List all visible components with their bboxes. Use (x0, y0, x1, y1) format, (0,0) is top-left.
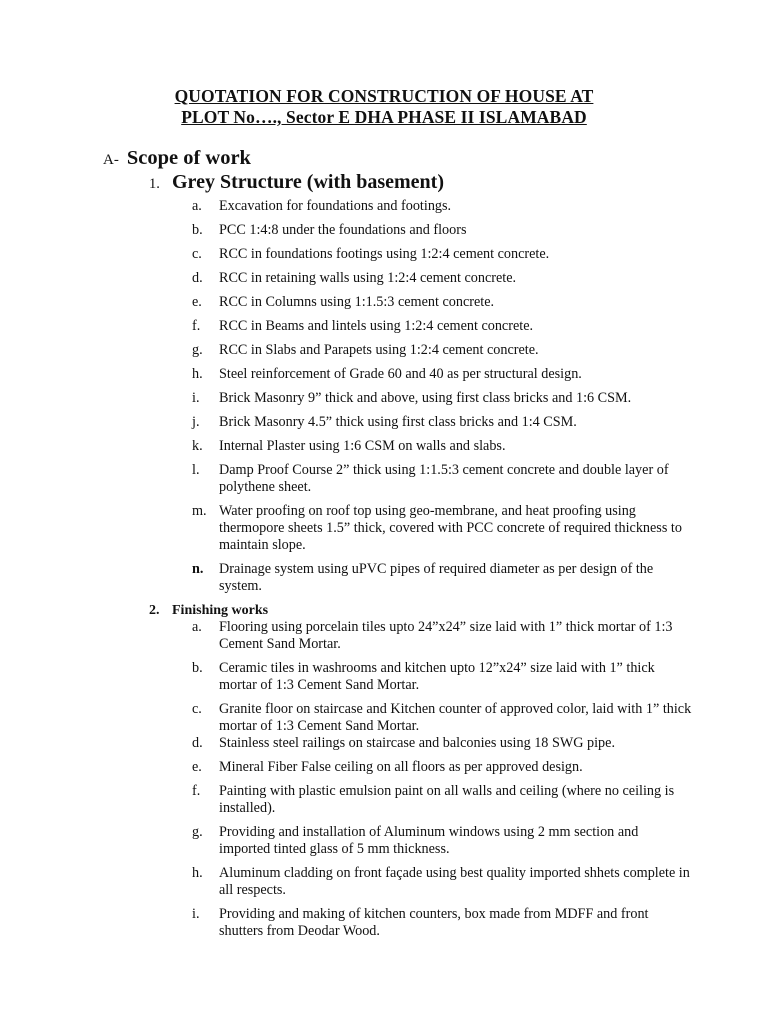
section-title: Scope of work (126, 147, 251, 169)
item-text: Excavation for foundations and footings. (219, 198, 452, 214)
item-text: Providing and installation of Aluminum windows using 2 mm section and imported tinted glass of 5 mm thickness. (219, 824, 639, 857)
item-text: RCC in Beams and lintels using 1:2:4 cement concrete. (219, 318, 534, 334)
list-item (192, 503, 692, 554)
list-item (192, 783, 692, 817)
subsection-marker: 1. (149, 176, 160, 192)
document-title-line-2: PLOT No…., Sector E DHA PHASE II ISLAMABAD (181, 107, 587, 127)
item-marker: k. (192, 438, 203, 454)
item-text: Drainage system using uPVC pipes of required diameter as per design of the system. (219, 561, 654, 594)
item-marker: n. (192, 561, 204, 577)
item-text: RCC in Columns using 1:1.5:3 cement concrete. (219, 294, 495, 310)
list-item (192, 619, 692, 653)
list-item (192, 198, 692, 215)
item-text: Stainless steel railings on staircase and balconies using 18 SWG pipe. (219, 735, 615, 751)
item-marker: d. (192, 735, 203, 751)
list-item (192, 462, 692, 496)
section-a-heading (103, 146, 251, 172)
item-text: Internal Plaster using 1:6 CSM on walls and slabs. (219, 438, 506, 454)
item-marker: i. (192, 390, 200, 406)
list-item (192, 735, 692, 752)
item-text: Brick Masonry 9” thick and above, using first class bricks and 1:6 CSM. (219, 390, 632, 406)
item-text: RCC in foundations footings using 1:2:4 cement concrete. (219, 246, 550, 262)
item-text: Granite floor on staircase and Kitchen counter of approved color, laid with 1” thick mortar of 1:3 Cement Sand Mortar. (219, 701, 692, 734)
item-marker: m. (192, 503, 207, 519)
item-text: PCC 1:4:8 under the foundations and floors (219, 222, 467, 238)
item-marker: c. (192, 701, 202, 717)
list-item (192, 246, 692, 263)
section-marker: A- (103, 152, 119, 168)
item-marker: d. (192, 270, 203, 286)
list-item (192, 390, 692, 407)
item-marker: i. (192, 906, 200, 922)
item-text: RCC in retaining walls using 1:2:4 cement concrete. (219, 270, 517, 286)
list-item (192, 270, 692, 287)
item-text: Mineral Fiber False ceiling on all floors as per approved design. (219, 759, 583, 775)
subsection-title: Finishing works (172, 603, 269, 618)
finishing-works-heading (149, 602, 268, 619)
list-item (192, 701, 692, 735)
list-item (192, 865, 692, 899)
subsection-title: Grey Structure (with basement) (172, 171, 444, 193)
item-text: Damp Proof Course 2” thick using 1:1.5:3 cement concrete and double layer of polythene sheet. (219, 462, 669, 495)
list-item (192, 342, 692, 359)
grey-structure-heading (149, 170, 444, 196)
item-text: Water proofing on roof top using geo-membrane, and heat proofing using thermopore sheets 1.5” thick, covered with PCC concrete of required thickness to maintain slope. (219, 503, 682, 553)
list-item (192, 660, 692, 694)
list-item (192, 438, 692, 455)
list-item (192, 759, 692, 776)
list-item (192, 294, 692, 311)
item-marker: g. (192, 824, 203, 840)
item-marker: j. (192, 414, 200, 430)
list-item (192, 318, 692, 335)
item-text: Brick Masonry 4.5” thick using first class bricks and 1:4 CSM. (219, 414, 577, 430)
document-title-line-1: QUOTATION FOR CONSTRUCTION OF HOUSE AT (174, 86, 594, 106)
list-item (192, 414, 692, 431)
item-marker: e. (192, 759, 202, 775)
item-marker: b. (192, 660, 203, 676)
item-text: Aluminum cladding on front façade using best quality imported shhets complete in all respects. (219, 865, 690, 898)
item-marker: a. (192, 619, 202, 635)
item-marker: b. (192, 222, 203, 238)
item-text: RCC in Slabs and Parapets using 1:2:4 cement concrete. (219, 342, 539, 358)
item-marker: g. (192, 342, 203, 358)
list-item (192, 366, 692, 383)
list-item (192, 906, 692, 940)
item-text: Painting with plastic emulsion paint on all walls and ceiling (where no ceiling is installed). (219, 783, 675, 816)
item-marker: a. (192, 198, 202, 214)
item-text: Flooring using porcelain tiles upto 24”x24” size laid with 1” thick mortar of 1:3 Cement Sand Mortar. (219, 619, 673, 652)
item-marker: h. (192, 865, 203, 881)
item-marker: e. (192, 294, 202, 310)
item-marker: l. (192, 462, 200, 478)
list-item (192, 561, 692, 595)
list-item (192, 222, 692, 239)
list-item (192, 824, 692, 858)
item-marker: f. (192, 318, 201, 334)
item-marker: f. (192, 783, 201, 799)
item-marker: c. (192, 246, 202, 262)
item-text: Ceramic tiles in washrooms and kitchen upto 12”x24” size laid with 1” thick mortar of 1:3 Cement Sand Mortar. (219, 660, 655, 693)
item-text: Steel reinforcement of Grade 60 and 40 as per structural design. (219, 366, 582, 382)
subsection-marker: 2. (149, 603, 160, 618)
item-marker: h. (192, 366, 203, 382)
item-text: Providing and making of kitchen counters, box made from MDFF and front shutters from Deodar Wood. (219, 906, 649, 939)
